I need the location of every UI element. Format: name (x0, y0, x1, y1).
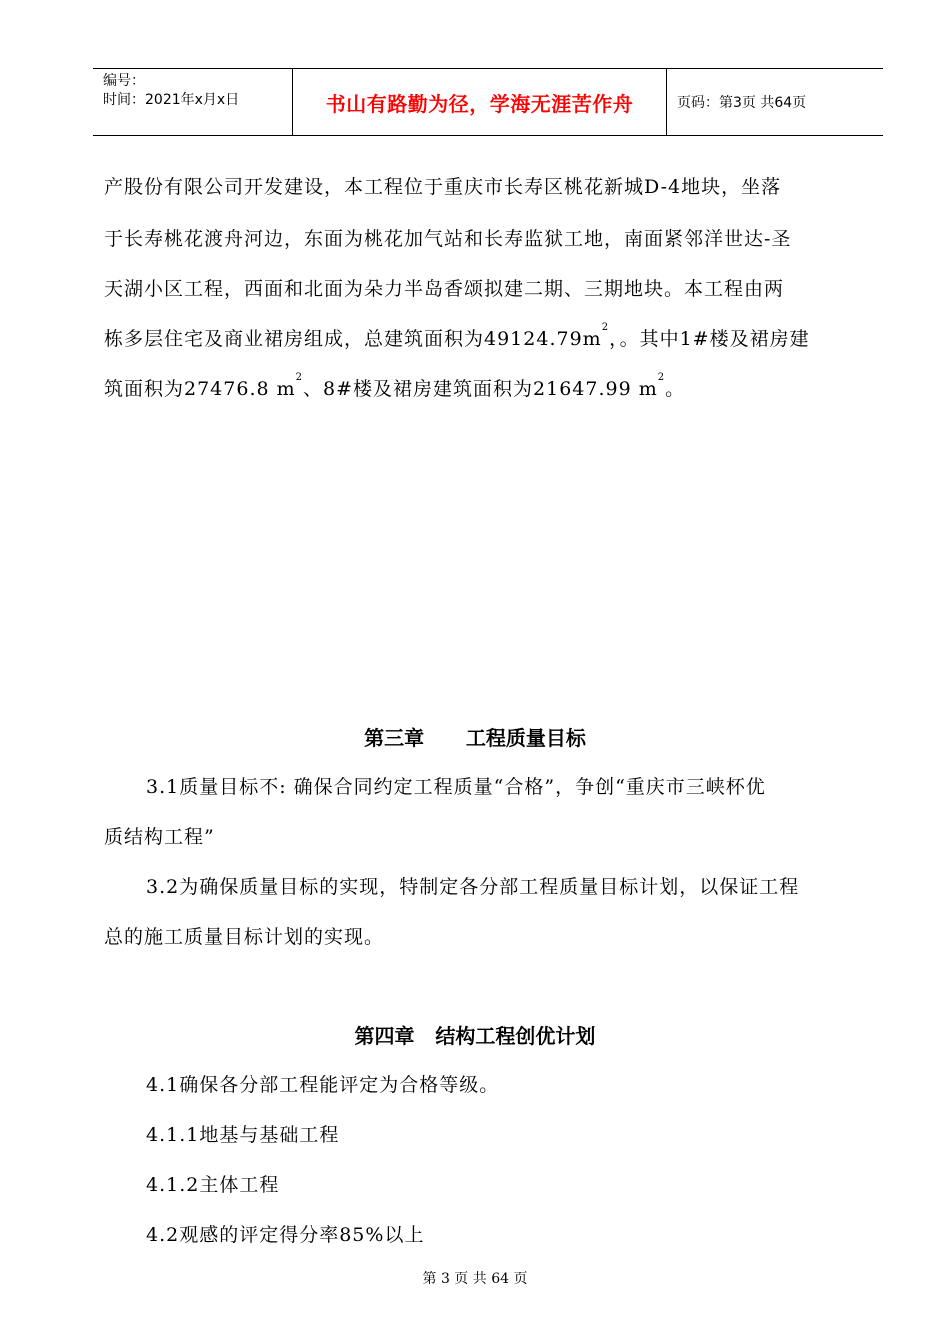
chapter-3-item-2-line-2: 总的施工质量目标计划的实现。 (104, 926, 385, 948)
intro-line-4: 栋多层住宅及商业裙房组成，总建筑面积为$49124.79m^2$，。其中1#楼及裙房建 (104, 322, 810, 350)
intro-line-1: 产股份有限公司开发建设，本工程位于重庆市长寿区桃花新城D-4地块，坐落 (104, 176, 782, 198)
chapter-4-item-1: 4.1确保各分部工程能评定为合格等级。 (146, 1074, 500, 1096)
chapter-3-item-2-line-1: 3.2为确保质量目标的实现，特制定各分部工程质量目标计划，以保证工程 (146, 876, 800, 898)
page-header (93, 68, 883, 136)
intro-line-3: 天湖小区工程，西面和北面为朵力半岛香颂拟建二期、三期地块。本工程由两 (104, 278, 785, 300)
chapter-4-item-3: 4.1.2主体工程 (146, 1174, 280, 1196)
chapter-3-item-1-line-2: 质结构工程” (104, 826, 215, 848)
chapter-4-title: 第四章 结构工程创优计划 (354, 1024, 596, 1048)
page-footer: 第 3 页 共 64 页 (422, 1271, 528, 1287)
header-motto: 书山有路勤为径，学海无涯苦作舟 (293, 69, 667, 135)
intro-line-2: 于长寿桃花渡舟河边，东面为桃花加气站和长寿监狱工地，南面紧邻洋世达-圣 (104, 228, 792, 250)
document-time-label: 时间：2021年x月x日 (103, 92, 240, 108)
header-page-number: 页码：第3页 共64页 (677, 95, 807, 111)
document-number-label: 编号： (103, 73, 145, 89)
chapter-4-item-4: 4.2观感的评定得分率85%以上 (146, 1224, 425, 1246)
chapter-3-title: 第三章 工程质量目标 (364, 726, 586, 750)
chapter-3-item-1-line-1: 3.1质量目标不: 确保合同约定工程质量“合格”，争创“重庆市三峡杯优 (146, 776, 766, 798)
intro-line-5: 筑面积为27476.8 $m^2$、8#楼及裙房建筑面积为21647.99 $m^2$。 (104, 372, 686, 400)
header-meta (93, 69, 293, 135)
chapter-4-item-2: 4.1.1地基与基础工程 (146, 1124, 340, 1146)
